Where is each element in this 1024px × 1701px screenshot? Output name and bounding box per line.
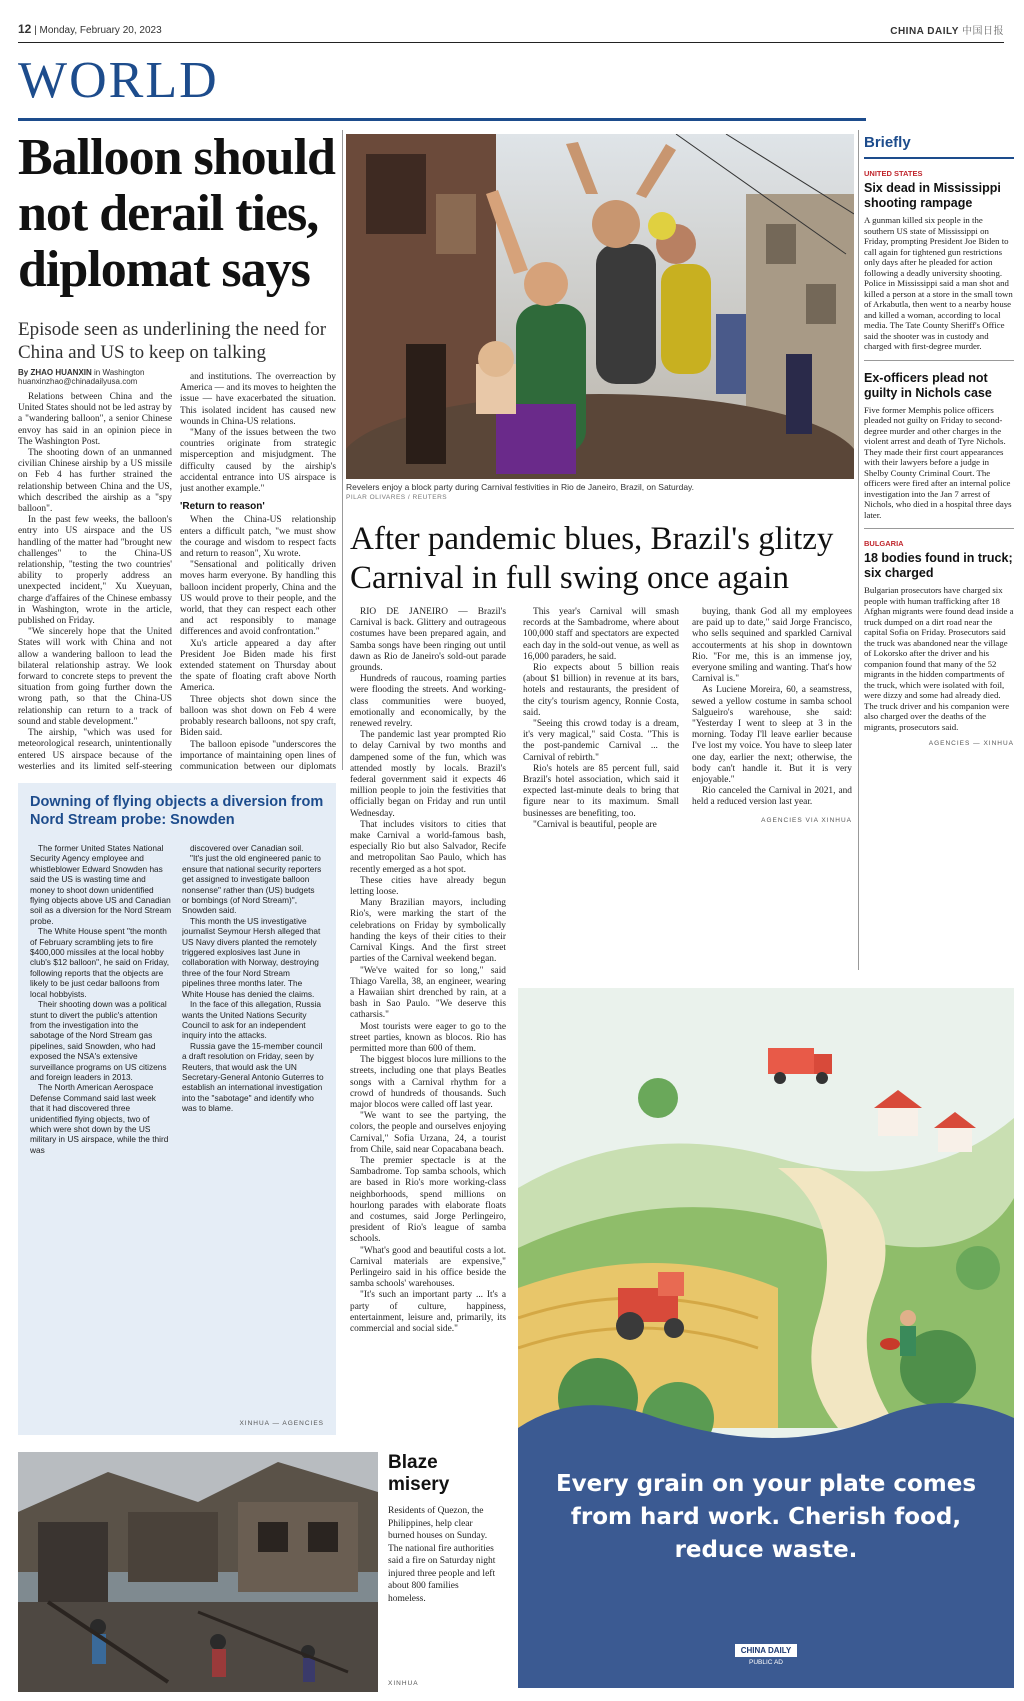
carnival-column-3: buying, thank God all my employees are paid up to date," said Jorge Francisco, who sells sequined and sparkled Carnival accouterments at his shop in downtown Rio. "For me, this is an immense joy, everyone smiling and wanting. That's how Carnival is." As Luciene Moreira, 60, a seamstress, sewed a yellow costume in samba school Salgueiro's warehouse, she said: "Yesterday I went to sleep at 3 in the morning. Today I'll leave earlier because I've lost my voice. You have to sleep later one day, earlier the next; otherwise, the body can't handle it. But it is very enjoyable." Rio canceled the Carnival in 2021, and held a reduced version last year. AGENCIES VIA XINHUA	[692, 607, 852, 983]
carnival-photo	[346, 134, 854, 479]
column-divider	[342, 130, 343, 770]
brief-body: A gunman killed six people in the southern US state of Mississippi on Friday, prompting President Joe Biden to call again for tightened gun restrictions only days after he pleaded for action following a deadly university shooting. Police in Mississippi said a man shot and killed a person at a store in the small town of Arkabutla, then went to a nearby house and killed a woman, according to local media. The Tate County Sheriff's Office said the shooter was in custody and charged with first-degree murder.	[864, 215, 1013, 351]
ad-illustration	[518, 988, 1014, 1688]
china-daily-logo: CHINA DAILY	[735, 1644, 798, 1657]
section-rule	[18, 118, 866, 121]
nord-column-1: The former United States National Security Agency employee and whistleblower Edward Snowden has said the US is wasting time and money to shoot down unidentified flying objects above US and Canadian soil as a diversion for the Nord Stream probe. The White House spent "the month of February scrambling jets to fire $400,000 missiles at the local hobby club's $12 balloon", he said on Friday, following reports that the objects are likely to be just cedar balloons from local hobbyists. Their shooting down was a political stunt to divert the public's attention from the investigation into the sabotage of the Nord Stream gas pipelines, said Snowden, who had exposed the NSA's extensive surveillance programs on US citizens and foreign leaders in 2013. The North American Aerospace Defense Command said last week that it had discovered three unidentified flying objects, two of which were shot down by the US military in US airspace, while the third was	[30, 843, 172, 1155]
brief-separator	[864, 360, 1014, 361]
lead-column-1: Relations between China and the United States should not be led astray by a "wandering balloon", a senior Chinese envoy has said in an opinion piece in The Washington Post. The shooting down of an unmanned civilian Chinese airship by a US missile on Feb 4 has further strained the relationship between China and the US, which described the airship as a "spy balloon". In the past few weeks, the balloon's entry into US airspace and the US handling of the matter had "brought new challenges" to the China-US relationship, "testing the two countries' ability to properly address an unexpected incident," Xu Xueyuan, charge d'affaires of the Chinese embassy in Washington, wrote in the article, published on Friday. "We sincerely hope that the United States will work with China and not allow a wandering balloon to lead the bilateral relationship astray. We look forward to concrete steps to prevent the situation from going further down the wrong path, so that the China-US relationship can return to a track of sound and stable development." The airship, "which was used for meteorological research, unintentionally entered US airspace because of the westerlies and its limited self-steering	[18, 392, 172, 772]
blaze-source: XINHUA	[388, 1680, 419, 1687]
nord-source: XINHUA — AGENCIES	[239, 1420, 324, 1427]
photo-caption: Revelers enjoy a block party during Carnival festivities in Rio de Janeiro, Brazil, on Saturday.	[346, 482, 695, 492]
nord-stream-headline: Downing of flying objects a diversion from Nord Stream probe: Snowden	[30, 794, 324, 828]
carnival-headline: After pandemic blues, Brazil's glitzy Carnival in full swing once again	[350, 521, 834, 596]
carnival-column-1: RIO DE JANEIRO — Brazil's Carnival is back. Glittery and outrageous costumes have been prepared again, and Samba songs have been ringing out until dawn as Rio de Janeiro's sold-out parade grounds. Hundreds of raucous, roaming parties were flooding the streets. And working-class communities were buoyed, emotionally and economically, by the renewed revelry. The pandemic last year prompted Rio to delay Carnival by two months and dampened some of the fun, which was attended mostly by locals. Brazil's federal government said it expects 46 million people to join the festivities that officially began on Friday and run until Wednesday. That includes visitors to cities that make Carnival a world-famous bash, especially Rio but also Salvador, Recife and metropolitan Sao Paulo, which has recently emerged as a hot spot. These cities have already begun letting loose. Many Brazilian mayors, including Rio's, were marking the start of the celebrations on Friday by symbolically handing the keys of their cities to their Carnival Kings. And the first street parties of the Carnival weekend began. "We've waited for so long," said Thiago Varella, 38, an engineer, wearing a Hawaiian shirt drenched by rain, at a bash in Sao Paulo. "We deserve this catharsis." Most tourists were eager to go to the street parties, known as blocos. Rio has permitted more than 600 of them. The biggest blocos lure millions to the streets, including one that plays Beatles songs with a Carnival rhythm for a crowd of hundreds of thousands. Such major blocos were called off last year. "We want to see the partying, the colors, the people and ourselves enjoying Carnival," Sofia Urzana, 24, a tourist from Chile, said near Copacabana beach. The premier spectacle is at the Sambadrome. Top samba schools, which are based in Rio's more working-class neighborhoods, spend millions on hourlong parades with elaborate floats and costumes, said Jorge Perlingeiro, president of Rio's league of samba schools. "What's good and beautiful costs a lot. Carnival materials are expensive," Perlingeiro said in his office beside the samba schools' warehouses. "It's such an important party ... It's a party of culture, happiness, entertainment, leisure and, primarily, its commercial and social side."	[350, 607, 506, 1334]
lead-deck: Episode seen as underlining the need for China and US to keep on talking	[18, 319, 327, 363]
carnival-photo-image	[346, 134, 854, 479]
lead-subhead: 'Return to reason'	[180, 501, 265, 513]
blaze-photo	[18, 1452, 378, 1692]
briefly-source: AGENCIES — XINHUA	[928, 740, 1014, 747]
lead-byline: By ZHAO HUANXIN in Washington huanxinzhao@chinadailyusa.com	[18, 368, 145, 386]
briefly-title: Briefly	[864, 134, 1014, 159]
brief-separator	[864, 528, 1014, 529]
ad-slogan: Every grain on your plate comes from hard work. Cherish food, reduce waste.	[555, 1471, 977, 1563]
nord-column-2: discovered over Canadian soil. "It's just the old engineered panic to ensure that national security reporters get assigned to investigate balloon nonsense" rather than (US) budgets or bombings (of Nord Stream)", Snowden said. This month the US investigative journalist Seymour Hersh alleged that US Navy divers planted the remotely triggered explosives last June in collaboration with Norway, destroying three of the four Nord Stream pipelines three months later. The White House has denied the claims. In the face of this allegation, Russia wants the United Nations Security Council to ask for an independent inquiry into the attacks. Russia gave the 15-member council a draft resolution on Friday, seen by Reuters, that would ask the UN Secretary-General Antonio Guterres to establish an international investigation into the "sabotage" and identify who was to blame.	[182, 843, 324, 1114]
carnival-column-2: This year's Carnival will smash records at the Sambadrome, where about 100,000 staff and spectators are expected each day in the sold-out venue, as well as 16,000 paraders, he said. Rio expects about 5 billion reais (about $1 billion) in revenue at its bars, hotels and restaurants, the president of the city's tourism agency, Ronnie Costa, said. "Seeing this crowd today is a dream, it's very magical," said Costa. "This is the post-pandemic Carnival ... the Carnival of rebirth." Rio's hotels are 85 percent full, said Brazil's hotel association, which said it expected last-minute deals to bring that figure near to its maximum. Small businesses are benefiting, too. "Carnival is beautiful, people are	[523, 607, 679, 830]
page-header: 12 | Monday, February 20, 2023 CHINA DAILY 中国日报	[18, 22, 1004, 37]
blaze-headline: Blaze misery	[388, 1452, 450, 1495]
briefly-sidebar	[864, 134, 1014, 747]
brief-tag: UNITED STATES	[864, 169, 923, 178]
blaze-caption: Residents of Quezon, the Philippines, help clear burned houses on Sunday. The national fire authorities said a fire on Saturday night injured three people and left about 800 families homeless.	[388, 1506, 496, 1604]
publication-name: CHINA DAILY 中国日报	[890, 26, 1004, 37]
blaze-photo-image	[18, 1452, 378, 1692]
issue-date: Monday, February 20, 2023	[39, 25, 162, 36]
brief-body: Bulgarian prosecutors have charged six people with human trafficking after 18 Afghan migrants were found dead inside a truck dumped on a dirt road near the capital Sofia on Friday. Prosecutors said the truck was abandoned near the village of Lokorsko after the driver and his companion found that many of the 52 migrants in the hidden compartments of the truck, which were isolated with foil, were dizzy and some had already died. The truck driver and his companion were also charged over the deaths of the migrants, prosecutors said.	[864, 585, 1014, 732]
ad-logo	[716, 1638, 816, 1666]
section-title: WORLD	[18, 52, 219, 109]
brief-headline: Ex-officers plead not guilty in Nichols case	[864, 370, 992, 400]
brief-headline: 18 bodies found in truck; six charged	[864, 551, 1013, 580]
header-rule	[18, 42, 1004, 43]
brief-body: Five former Memphis police officers pleaded not guilty on Friday to second-degree murder and other charges in the violent arrest and death of Tyre Nichols. They made their first court appearances with their lawyers before a judge in Shelby County Criminal Court. The officers were fired after an internal police investigation into the Jan 7 arrest of Nichols, who died in a hospital three days later.	[864, 404, 1012, 520]
brief-tag: BULGARIA	[864, 539, 904, 548]
page-number: 12	[18, 22, 32, 36]
sidebar-divider	[858, 130, 859, 970]
public-ad-tag: PUBLIC AD	[749, 1659, 783, 1666]
carnival-source: AGENCIES VIA XINHUA	[761, 816, 852, 824]
brief-headline: Six dead in Mississippi shooting rampage	[864, 181, 1001, 210]
nord-stream-box	[18, 783, 336, 1435]
photo-credit: PILAR OLIVARES / REUTERS	[346, 494, 448, 501]
lead-headline: Balloon should not derail ties, diplomat says	[18, 129, 335, 298]
lead-column-2: and institutions. The overreaction by America — and its moves to heighten the issue — have exacerbated the situation. This isolated incident has caused new wounds in China-US relations. "Many of the issues between the two countries originate from strategic misperception and misjudgment. The difficulty caused by the airship's accidental entrance into US airspace is just another example." 'Return to reason' When the China-US relationship enters a difficult patch, "we must show the courage and wisdom to respect facts and return to reason", Xu wrote. "Sensational and politically driven moves harm everyone. By handling this balloon incident properly, China and the US would prove to their people, and the world, that they can respect each other and act responsibly to manage differences and avoid confrontation." Xu's article appeared a day after President Joe Biden made his first extended statement on Thursday about the spate of floating craft above North America. Three objects shot down since the balloon was shot down on Feb 4 were probably research balloons, not spy craft, Biden said. The balloon episode "underscores the importance of maintaining open lines of communication between our diplomats	[180, 372, 336, 772]
public-ad	[518, 988, 1014, 1688]
